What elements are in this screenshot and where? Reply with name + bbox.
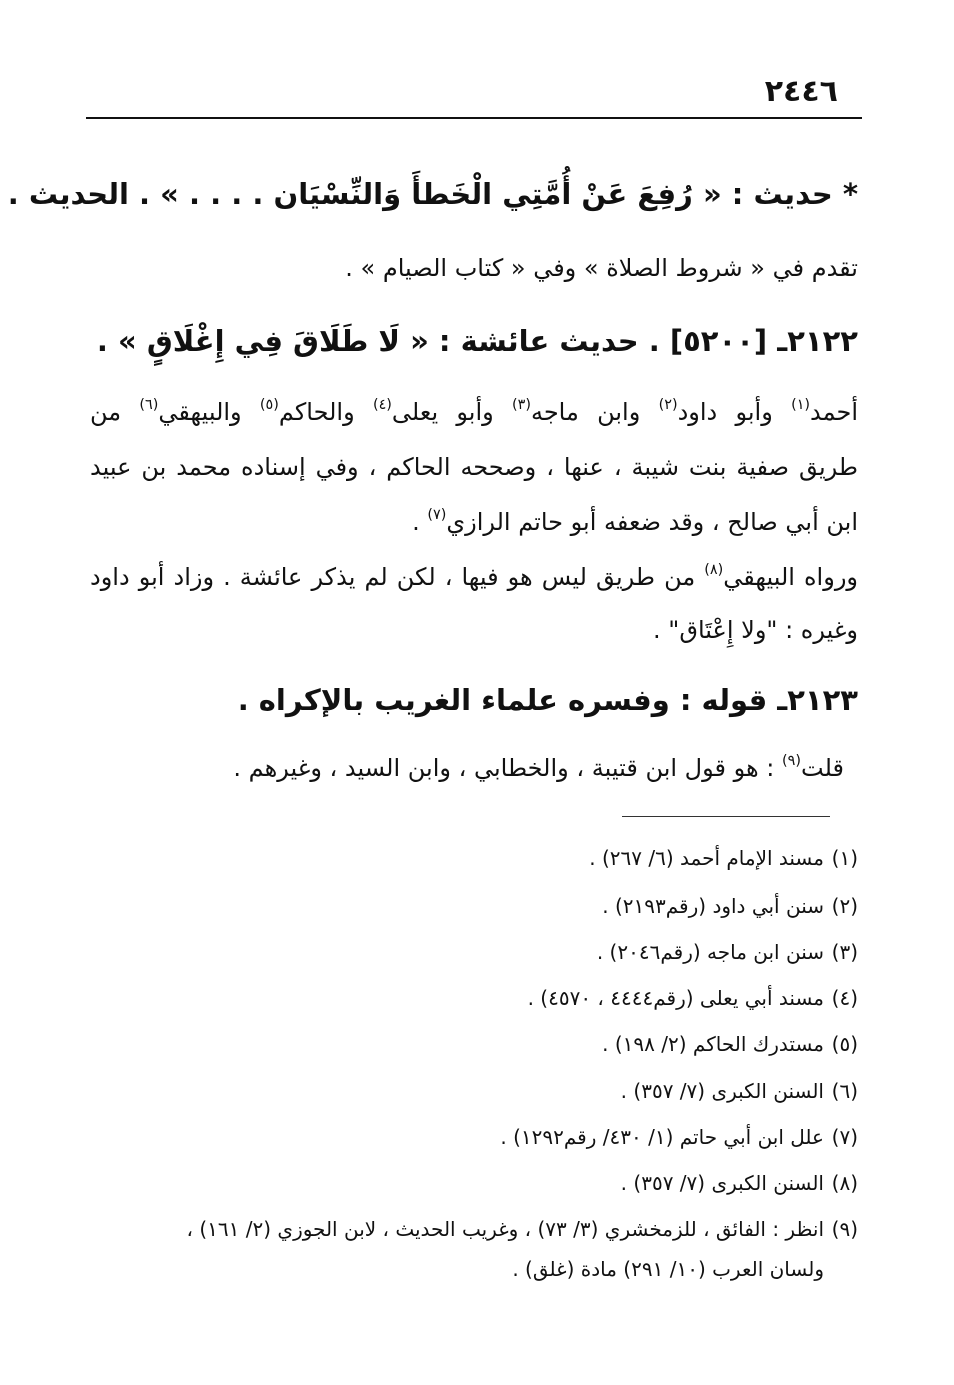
- footnote-ref-1[interactable]: (١): [791, 396, 811, 413]
- source-abu-yala: وأبو يعلى: [391, 398, 494, 426]
- footnote-1: [90, 848, 858, 868]
- footnote-number: (٨): [831, 1171, 858, 1195]
- footnote-ref-9[interactable]: (٩): [782, 752, 802, 769]
- source-abu-dawud: وأبو داود: [677, 398, 773, 426]
- paragraph-takhrij-line-3: ابن أبي صالح ، وقد ضعفه أبو حاتم الرازي$^{(٧)}$ .: [412, 506, 858, 536]
- footnote-text: انظر : الفائق ، للزمخشري (٣/ ٧٣) ، وغريب الحديث ، لابن الجوزي (٢/ ١٦١) ،: [186, 1217, 824, 1241]
- footnote-3: [90, 942, 858, 962]
- footnote-6: [90, 1081, 858, 1101]
- footnote-number: (٥): [831, 1032, 858, 1056]
- footnote-ref-6[interactable]: (٦): [139, 396, 159, 413]
- footnote-text: مسند أبي يعلى (رقم٤٤٤٤ ، ٤٥٧٠) .: [527, 986, 824, 1010]
- footnote-text: السنن الكبرى (٧/ ٣٥٧) .: [620, 1079, 824, 1103]
- source-bayhaqi: والبيهقي: [158, 398, 242, 426]
- footnote-number: (٣): [831, 940, 858, 964]
- page-number: ٢٤٤٦: [764, 74, 838, 109]
- footnote-4: [90, 988, 858, 1008]
- footnote-ref-5[interactable]: (٥): [259, 396, 279, 413]
- paragraph-takhrij-line-1: [90, 396, 859, 426]
- footnote-number: (٩): [831, 1217, 858, 1241]
- heading-2123: ٢١٢٣ـ قوله : وفسره علماء الغريب بالإكراه .: [237, 683, 858, 717]
- word-min: من: [90, 398, 122, 426]
- footnote-ref-3[interactable]: (٣): [511, 396, 531, 413]
- paragraph-qultu: قلت$^{(٩)}$ : هو قول ابن قتيبة ، والخطابي ، وابن السيد ، وغيرهم .: [233, 752, 844, 782]
- footnote-text: علل ابن أبي حاتم (١/ ٤٣٠/ رقم١٢٩٢) .: [500, 1125, 824, 1149]
- footnote-number: (٦): [831, 1079, 858, 1103]
- source-ahmad: أحمد: [810, 398, 859, 426]
- footnote-number: (٢): [831, 894, 858, 918]
- footnote-text: سنن ابن ماجه (رقم٢٠٤٦) .: [596, 940, 824, 964]
- footnote-5: [90, 1034, 858, 1054]
- footnote-text: مستدرك الحاكم (٢/ ١٩٨) .: [602, 1032, 824, 1056]
- footnote-separator: [622, 816, 830, 817]
- paragraph-bayhaqi-line-1: ورواه البيهقي$^{(٨)}$ من طريق ليس هو فيها ، لكن لم يذكر عائشة . وزاد أبو داود: [90, 561, 858, 591]
- heading-2122: ٢١٢٢ـ [٥٢٠٠] . حديث عائشة : « لَا طَلَاقَ فِي إِغْلَاقٍ » .: [96, 324, 858, 358]
- paragraph-taqaddam: تقدم في « شروط الصلاة » وفي « كتاب الصيام » .: [345, 254, 858, 282]
- footnote-text: مسند الإمام أحمد (٦/ ٢٦٧) .: [589, 846, 824, 870]
- footnote-8: [90, 1173, 858, 1193]
- source-ibn-majah: وابن ماجه: [530, 398, 641, 426]
- footnote-ref-2[interactable]: (٢): [658, 396, 678, 413]
- header-rule: [86, 117, 862, 119]
- footnote-2: [90, 896, 858, 916]
- footnote-9: [90, 1219, 858, 1239]
- footnote-text: السنن الكبرى (٧/ ٣٥٧) .: [620, 1171, 824, 1195]
- footnote-number: (٧): [831, 1125, 858, 1149]
- paragraph-bayhaqi-line-2: وغيره : "ولا إِعْتَاق" .: [653, 616, 858, 644]
- footnote-7: [90, 1127, 858, 1147]
- paragraph-takhrij-line-2: طريق صفية بنت شيبة ، عنها ، وصححه الحاكم ، وفي إسناده محمد بن عبيد: [90, 453, 858, 481]
- heading-hadith-raf: * حديث : « رُفِعَ عَنْ أُمَّتِي الْخَطأَ وَالنِّسْيَان . . . . » . الحديث .: [7, 177, 858, 211]
- footnote-9-continuation: ولسان العرب (١٠/ ٢٩١) مادة (غلق) .: [512, 1257, 824, 1281]
- source-hakim: والحاكم: [278, 398, 355, 426]
- footnote-text: سنن أبي داود (رقم٢١٩٣) .: [602, 894, 824, 918]
- footnote-ref-7[interactable]: (٧): [427, 506, 447, 523]
- footnote-ref-4[interactable]: (٤): [372, 396, 392, 413]
- footnote-ref-8[interactable]: (٨): [704, 561, 724, 578]
- footnote-number: (١): [831, 846, 858, 870]
- footnote-number: (٤): [831, 986, 858, 1010]
